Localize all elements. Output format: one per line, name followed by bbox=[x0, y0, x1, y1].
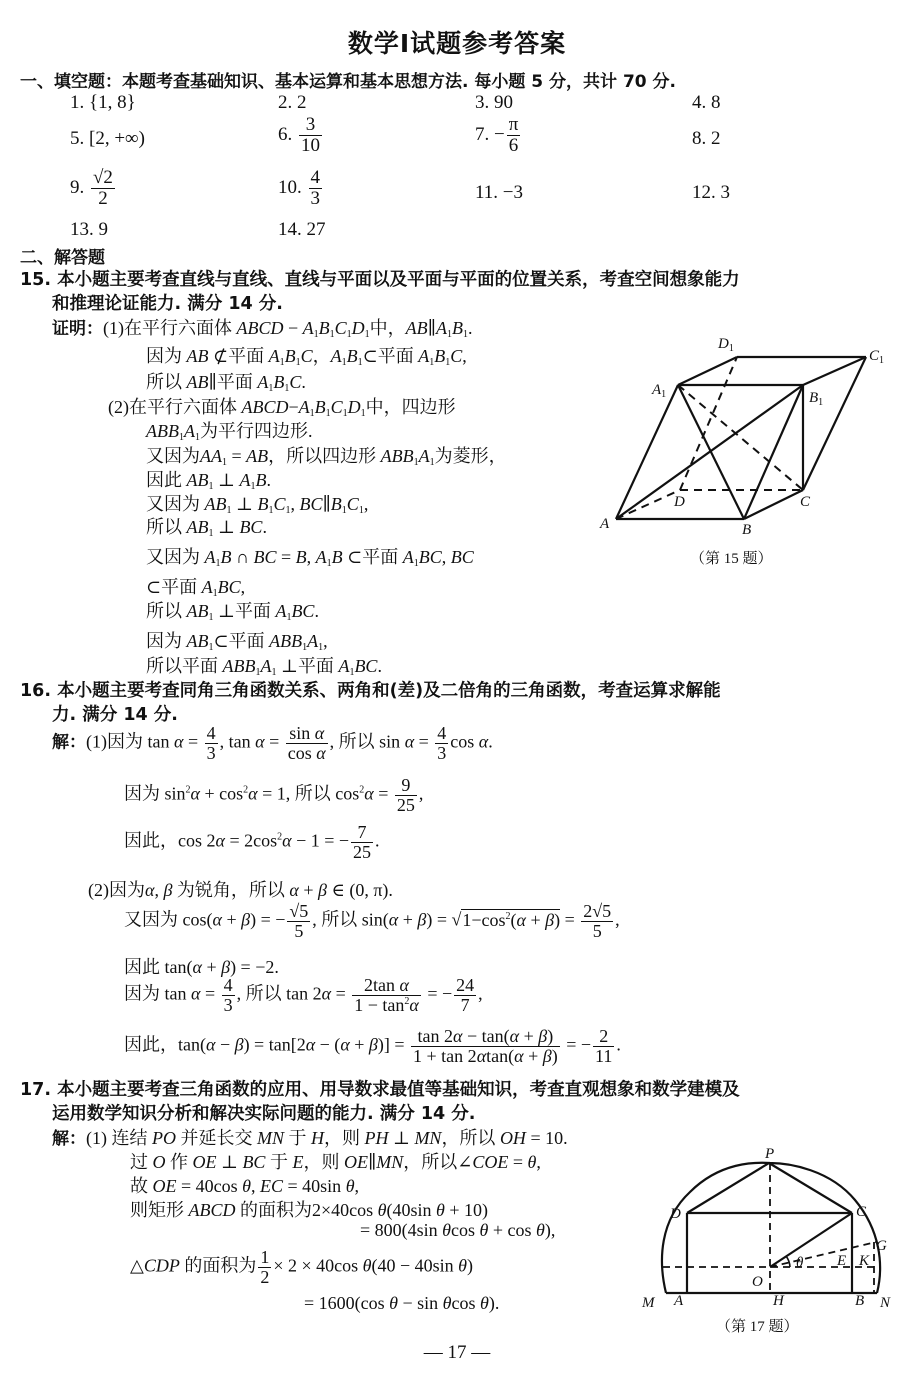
q17-line-3: 故 OE = 40cos θ, EC = 40sin θ, bbox=[130, 1176, 360, 1196]
label-A: A bbox=[674, 1293, 684, 1309]
page-number: — 17 — bbox=[423, 1342, 491, 1363]
answer-6: 6. $\frac{3}{10}$ bbox=[278, 114, 320, 156]
q15-line-8: 又因为 $AB_1$ ⊥ $B_1C_1$, $BC\parallel B_1C_1$, bbox=[146, 494, 369, 516]
q15-line-14: 所以平面 $ABB_1A_1$ ⊥平面 $A_1BC$. bbox=[146, 656, 382, 678]
q17-header-line1: 17. 本小题主要考查三角函数的应用、用导数求最值等基础知识，考查直观想象和数学建模及 bbox=[20, 1080, 740, 1100]
q15-line-11: ⊂平面 $A_1BC$, bbox=[146, 577, 246, 599]
section-1-heading: 一、填空题：本题考查基础知识、基本运算和基本思想方法. 每小题 5 分，共计 70 分. bbox=[20, 72, 676, 92]
label-B: B bbox=[742, 522, 752, 538]
q15-figure-caption: （第 15 题） bbox=[690, 551, 773, 567]
q15-line-10: 又因为 $A_1B$ ∩ BC = B, $A_1B$ ⊂平面 $A_1BC$, BC bbox=[146, 547, 474, 569]
label-A: A bbox=[600, 516, 610, 532]
q17-line-7: = 1600(cos θ − sin θcos θ). bbox=[304, 1293, 500, 1313]
label-A1: $A_1$ bbox=[652, 382, 667, 400]
q15-line-3: 所以 AB∥平面 $A_1B_1C$. bbox=[146, 372, 306, 394]
q16-line-3: 因此，$\cos 2\alpha = 2\cos^2\alpha - 1$ = − $\frac{7}{25}$ . bbox=[124, 822, 380, 862]
answer-12: 12. 3 bbox=[692, 182, 730, 203]
answer-7: 7. − $\frac{\pi}{6}$ bbox=[475, 114, 519, 156]
q16-line-5: 又因为 cos(α + β) = − $\frac{√5}{5}$ , 所以 $\sin(\alpha + \beta) = √1-\cos^2(\alpha + \beta)$ = $\frac{2√5}{5}$ , bbox=[124, 901, 620, 941]
label-theta: θ bbox=[796, 1255, 804, 1271]
q15-header-line2: 和推理论证能力. 满分 14 分. bbox=[52, 294, 283, 314]
q15-line-6: 又因为$AA_1$ = AB，所以四边形 $ABB_1A_1$为菱形， bbox=[146, 446, 507, 468]
q16-header-line2: 力. 满分 14 分. bbox=[52, 705, 178, 725]
label-O: O bbox=[752, 1274, 763, 1290]
q15-line-13: 因为 $AB_1\subset$平面 $ABB_1A_1$, bbox=[146, 631, 328, 653]
answer-10: 10. $\frac{4}{3}$ bbox=[278, 167, 320, 209]
q15-line-7: 因此 $AB_1$ ⊥ $A_1B$. bbox=[146, 470, 271, 492]
q15-line-1: 证明：(1)在平行六面体 ABCD − $A_1B_1C_1D_1$中，$AB\parallel A_1B_1$. bbox=[52, 318, 473, 340]
answer-14: 14. 27 bbox=[278, 219, 326, 240]
label-K: K bbox=[859, 1253, 870, 1269]
label-C1: $C_1$ bbox=[869, 348, 885, 366]
label-M: M bbox=[642, 1295, 655, 1310]
q17-line-6: △CDP 的面积为 $\frac{1}{2}$ × 2 × 40cos θ(40 − 40sin θ) bbox=[130, 1247, 473, 1287]
answer-11: 11. −3 bbox=[475, 182, 524, 203]
label-B: B bbox=[855, 1293, 865, 1309]
page-title: 数学Ⅰ试题参考答案 bbox=[347, 29, 567, 58]
label-D: D bbox=[670, 1206, 681, 1222]
answer-13: 13. 9 bbox=[70, 219, 108, 240]
label-H: H bbox=[773, 1293, 784, 1309]
q15-line-4: (2)在平行六面体 $ABCD-A_1B_1C_1D_1$中，四边形 bbox=[108, 397, 456, 419]
label-B1: $B_1$ bbox=[809, 390, 824, 408]
q16-line-6: 因此 tan(α + β) = −2. bbox=[124, 957, 279, 977]
q17-line-5: = 800(4sin θcos θ + cos θ), bbox=[360, 1220, 556, 1240]
answer-5: 5. [2, +∞) bbox=[70, 128, 145, 149]
q15-line-12: 所以 $AB_1$ ⊥平面 $A_1BC$. bbox=[146, 601, 319, 623]
semicircle-figure bbox=[630, 1140, 914, 1310]
q17-line-2: 过 O 作 OE ⊥ BC 于 E，则 OE∥MN，所以∠COE = θ, bbox=[130, 1152, 541, 1172]
answer-3: 3. 90 bbox=[475, 92, 513, 113]
answer-9: 9. $\frac{√2}{2}$ bbox=[70, 167, 113, 209]
answer-4: 4. 8 bbox=[692, 92, 721, 113]
q16-line-1: 解：(1)因为 tan α = $\frac{4}{3}$ , tan α = $\frac{\text{sin α}}{\text{cos α}}$ , 所以 sin α = $\frac{4}{3}$ cos α. bbox=[52, 723, 493, 763]
q16-line-8: 因此，tan(α − β) = tan[2α − (α + β)] = $\frac{\tan 2\alpha - \tan(\alpha + \beta)}{1 + \tan 2\alpha\tan(\alpha + \beta)}$ = − $\frac{2}{11}$ . bbox=[124, 1026, 621, 1066]
q15-header-line1: 15. 本小题主要考查直线与直线、直线与平面以及平面与平面的位置关系，考查空间想象能力 bbox=[20, 270, 740, 290]
q17-header-line2: 运用数学知识分析和解决实际问题的能力. 满分 14 分. bbox=[52, 1104, 476, 1124]
q15-line-5: $ABB_1A_1$为平行四边形. bbox=[146, 421, 313, 443]
section-2-heading: 二、解答题 bbox=[20, 248, 105, 268]
answer-8: 8. 2 bbox=[692, 128, 721, 149]
parallelepiped-figure bbox=[590, 320, 914, 550]
label-D1: $D_1$ bbox=[718, 336, 734, 354]
label-E: E bbox=[837, 1253, 847, 1269]
q16-line-7: 因为 tan α = $\frac{4}{3}$ , 所以 tan 2α = $\frac{\text{2tan α}}{1 - \tan^2\alpha}$ = − $\frac{24}{7}$ , bbox=[124, 975, 483, 1015]
label-G: G bbox=[876, 1238, 887, 1254]
q17-line-1: 解：(1) 连结 PO 并延长交 MN 于 H，则 PH ⊥ MN，所以 OH = 10. bbox=[52, 1128, 568, 1149]
q17-figure-caption: （第 17 题） bbox=[716, 1319, 799, 1335]
q17-line-4: 则矩形 ABCD 的面积为2×40cos θ(40sin θ + 10) bbox=[130, 1200, 488, 1220]
label-C: C bbox=[800, 494, 811, 510]
q16-line-4: (2)因为α, β 为锐角，所以 α + β ∈ (0, π). bbox=[88, 880, 393, 900]
label-C: C bbox=[856, 1204, 867, 1220]
answer-2: 2. 2 bbox=[278, 92, 307, 113]
label-D: D bbox=[674, 494, 685, 510]
q15-line-2: 因为 AB ⊄平面 $A_1B_1C$，$A_1B_1\subset$平面 $A_1B_1C$, bbox=[146, 346, 467, 368]
q15-line-9: 所以 $AB_1$ ⊥ BC. bbox=[146, 517, 267, 539]
q16-header-line1: 16. 本小题主要考查同角三角函数关系、两角和(差)及二倍角的三角函数，考查运算求解能 bbox=[20, 681, 721, 701]
answer-1: 1. {1, 8} bbox=[70, 92, 136, 113]
label-P: P bbox=[765, 1146, 775, 1162]
q16-line-2: 因为 $\sin^2\alpha + \cos^2\alpha = 1$, 所以 $\cos^2\alpha$ = $\frac{9}{25}$ , bbox=[124, 775, 424, 815]
label-N: N bbox=[880, 1295, 891, 1310]
